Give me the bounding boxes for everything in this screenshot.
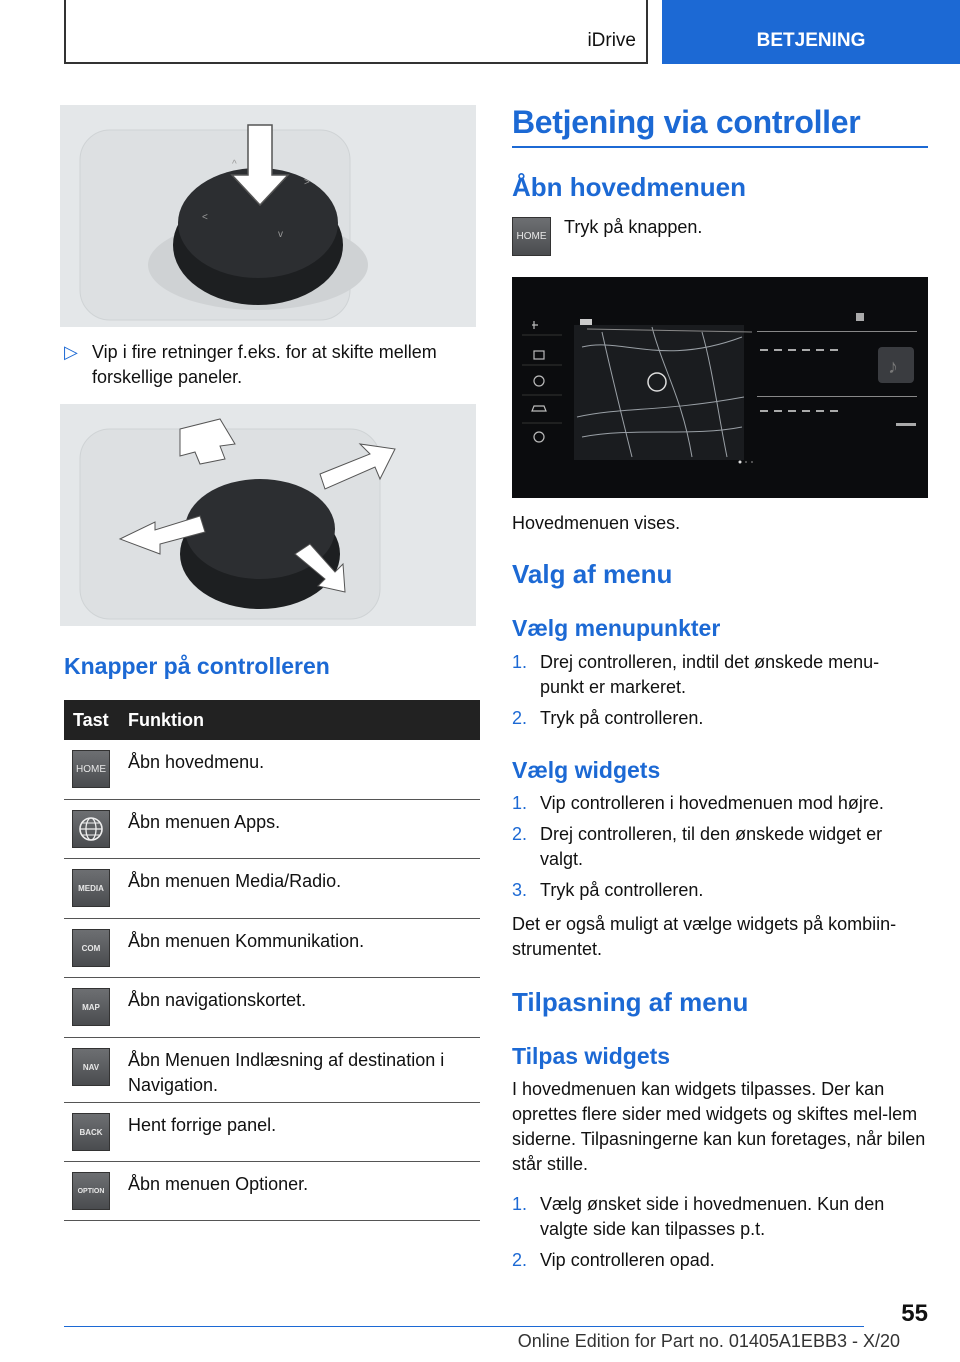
select-items-list <box>512 650 922 731</box>
row-text: Åbn menuen Apps. <box>128 812 281 832</box>
svg-text:♪: ♪ <box>888 356 898 378</box>
svg-text:v: v <box>278 229 283 240</box>
com-button-icon: COM <box>72 929 110 967</box>
table-row <box>64 740 480 800</box>
table-row <box>64 978 480 1038</box>
select-widgets-list <box>512 791 922 903</box>
heading-adapt-menu: Tilpasning af menu <box>512 987 749 1017</box>
table-row <box>64 1103 480 1162</box>
col-key: Tast <box>73 709 109 730</box>
row-text: Åbn hovedmenu. <box>128 752 265 772</box>
heading-select-items: Vælg menupunkter <box>512 615 721 641</box>
table-row <box>64 859 480 919</box>
svg-text:<: < <box>202 212 208 223</box>
media-button-icon: MEDIA <box>72 869 110 907</box>
col-function: Funktion <box>128 709 204 730</box>
triangle-bullet-icon: ▷ <box>64 342 78 362</box>
svg-text:^: ^ <box>232 159 237 170</box>
adapt-list <box>512 1192 922 1273</box>
row-text: Åbn menuen Kommunikation. <box>128 931 365 951</box>
row-text: Åbn navigationskortet. <box>128 990 307 1010</box>
section-title: iDrive <box>587 30 636 51</box>
page-number: 55 <box>901 1300 928 1327</box>
table-row <box>64 800 480 859</box>
list-item: 1. Vælg ønsket side i hovedmenuen. Kun den valgte side kan tilpasses p.t. <box>512 1194 885 1239</box>
table-row <box>64 919 480 978</box>
chapter-tab: BETJENING <box>662 0 960 64</box>
option-button-icon: OPTION <box>72 1172 110 1210</box>
heading-select-menu: Valg af menu <box>512 559 673 589</box>
map-button-icon: MAP <box>72 988 110 1026</box>
list-item: 2. Vip controlleren opad. <box>512 1250 715 1270</box>
press-button-text: Tryk på knappen. <box>564 217 703 237</box>
list-item: 1. Vip controlleren i hovedmenuen mod højre. <box>512 793 884 813</box>
main-menu-screenshot <box>512 277 928 498</box>
list-item: 2. Drej controlleren, til den ønskede widget er valgt. <box>512 824 883 869</box>
row-text: Åbn Menuen Indlæsning af destination i Navigation. <box>128 1050 445 1095</box>
row-text: Åbn menuen Media/Radio. <box>128 871 342 891</box>
table-row <box>64 1162 480 1221</box>
controller-press-illustration <box>60 105 476 327</box>
list-item: 3. Tryk på controlleren. <box>512 880 704 900</box>
widgets-note: Det er også muligt at vælge widgets på kombiin-strumentet. <box>512 914 897 959</box>
caption-tilt <box>64 340 474 390</box>
svg-text:>: > <box>304 177 310 188</box>
buttons-table <box>64 700 480 1221</box>
table-row <box>64 1038 480 1103</box>
row-text: Hent forrige panel. <box>128 1115 277 1135</box>
page-title: Betjening via controller <box>512 104 861 140</box>
nav-button-icon: NAV <box>72 1048 110 1086</box>
adapt-paragraph: I hovedmenuen kan widgets tilpasses. Der kan oprettes flere sider med widgets og skiftes mel-lem siderne. Tilpasningerne kan kun foretages, når bilen står stille. <box>512 1079 926 1174</box>
caption-text: Vip i fire retninger f.eks. for at skifte mellem forskellige paneler. <box>92 342 437 387</box>
apps-globe-icon <box>72 810 110 848</box>
list-item: 2. Tryk på controlleren. <box>512 708 704 728</box>
heading-open-main-menu: Åbn hovedmenuen <box>512 172 747 202</box>
heading-select-widgets: Vælg widgets <box>512 757 661 783</box>
back-button-icon: BACK <box>72 1113 110 1151</box>
title-rule <box>512 146 928 148</box>
heading-adapt-widgets: Tilpas widgets <box>512 1043 671 1069</box>
table-header <box>64 700 480 740</box>
footer-rule <box>64 1326 864 1327</box>
home-button-icon: HOME <box>512 217 551 256</box>
controller-tilt-illustration <box>60 404 476 626</box>
list-item: 1. Drej controlleren, indtil det ønskede menu-punkt er markeret. <box>512 652 880 697</box>
footer-edition: Online Edition for Part no. 01405A1EBB3 - X/20 <box>517 1331 900 1351</box>
main-menu-shown-text: Hovedmenuen vises. <box>512 513 681 533</box>
row-text: Åbn menuen Optioner. <box>128 1174 309 1194</box>
home-button-icon: HOME <box>72 750 110 788</box>
buttons-heading: Knapper på controlleren <box>64 653 330 679</box>
